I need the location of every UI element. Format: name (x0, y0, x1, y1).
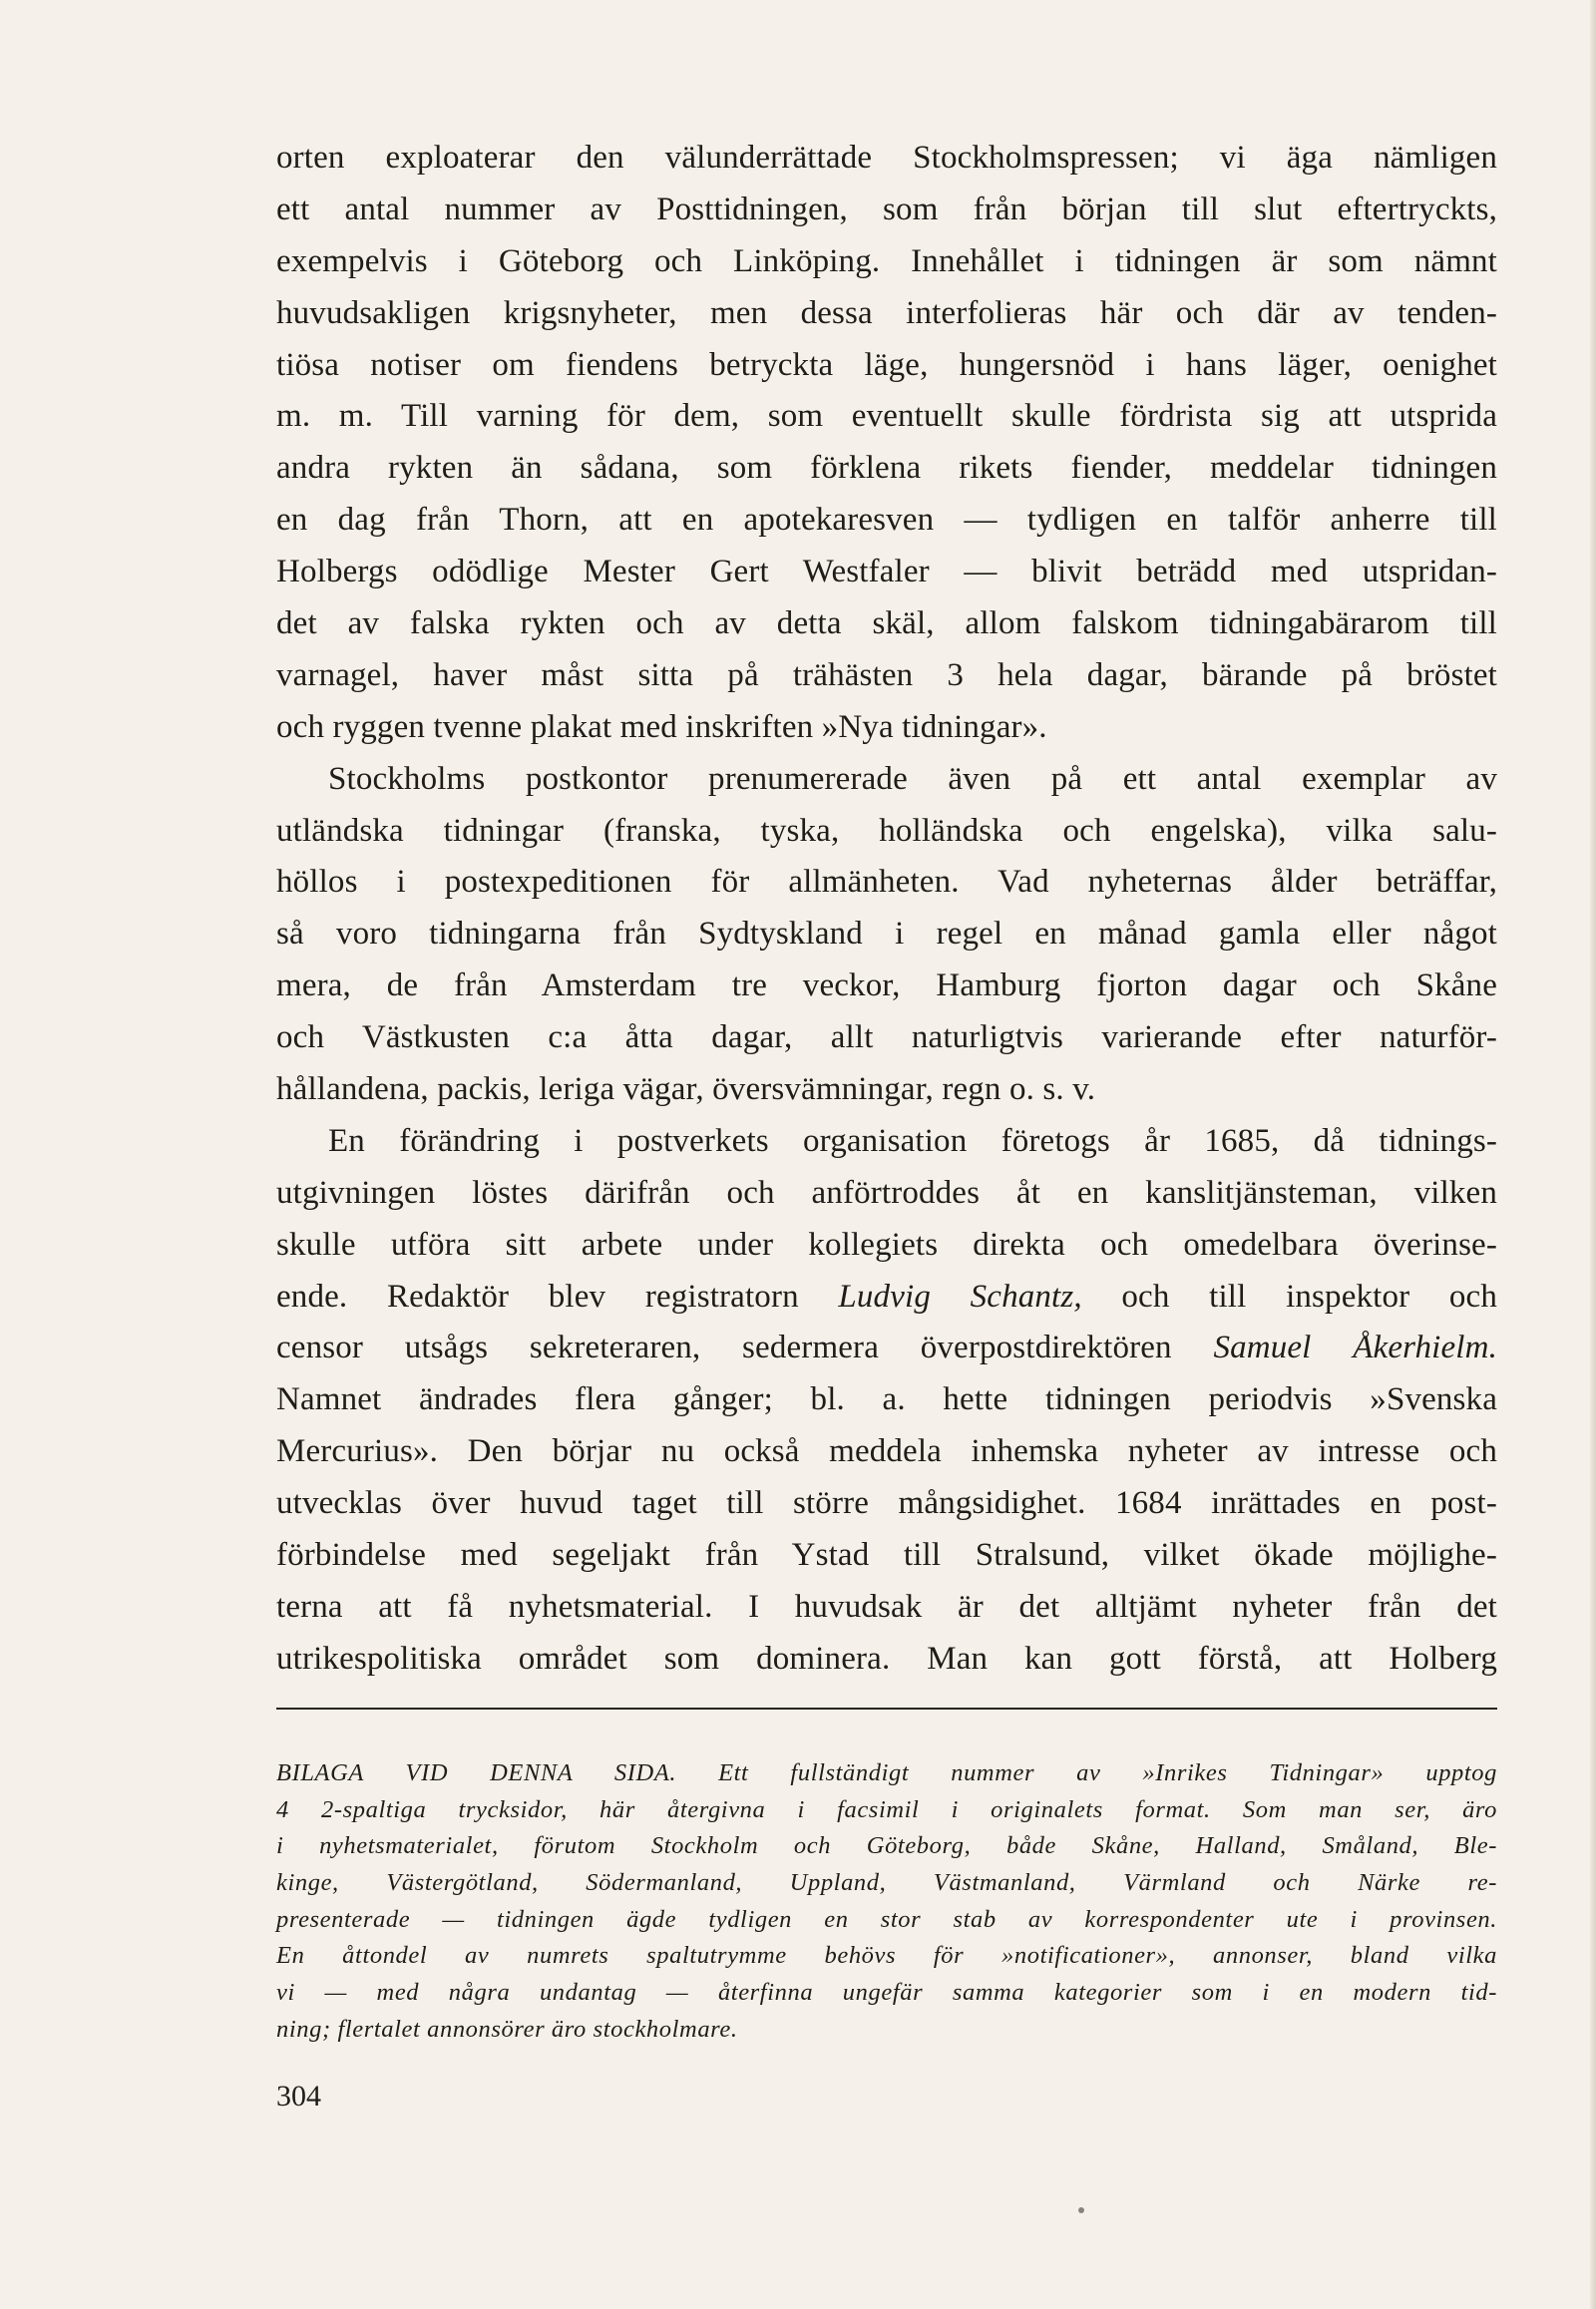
body-line: Holbergs odödlige Mester Gert Westfaler — blivit beträdd med utspridan- (276, 554, 1497, 590)
body-text (276, 133, 1497, 1686)
body-line: exempelvis i Göteborg och Linköping. Innehållet i tidningen är som nämnt (276, 242, 1497, 279)
paper-speck (1078, 2207, 1084, 2213)
body-line: hållandena, packis, leriga vägar, översvämningar, regn o. s. v. (276, 1071, 1096, 1108)
body-line: utländska tidningar (franska, tyska, holländska och engelska), vilka salu- (276, 812, 1497, 849)
body-line: mera, de från Amsterdam tre veckor, Hamburg fjorton dagar och Skåne (276, 967, 1497, 1004)
body-line: orten exploaterar den välunderrättade Stockholmspressen; vi äga nämligen (276, 140, 1497, 176)
body-line (276, 1272, 1497, 1324)
page-edge (1590, 0, 1596, 2309)
body-line-part: ende. Redaktör blev registratorn (276, 1278, 799, 1315)
body-line: m. m. Till varning för dem, som eventuellt skulle fördrista sig att utsprida (276, 398, 1497, 435)
body-line: huvudsakligen krigsnyheter, men dessa interfolieras här och där av tenden- (276, 294, 1497, 331)
body-line: och ryggen tvenne plakat med inskriften »Nya tidningar». (276, 708, 1047, 745)
body-line: utgivningen löstes därifrån och anförtroddes åt en kanslitjänsteman, vilken (276, 1174, 1497, 1211)
caption (276, 1755, 1497, 2049)
body-line: ett antal nummer av Posttidningen, som från början till slut eftertryckts, (276, 191, 1497, 227)
body-line: varnagel, haver måst sitta på trähästen 3 hela dagar, bärande på bröstet (276, 656, 1497, 693)
director-name: Samuel Åkerhielm. (1213, 1330, 1497, 1366)
caption-line: vi — med några undantag — återfinna ungefär samma kategorier som i en modern tid- (276, 1979, 1497, 2007)
body-line: Mercurius». Den börjar nu också meddela inhemska nyheter av intresse och (276, 1433, 1497, 1470)
body-line: Namnet ändrades flera gånger; bl. a. hette tidningen periodvis »Svenska (276, 1381, 1497, 1418)
body-line: En förändring i postverkets organisation företogs år 1685, då tidnings- (328, 1122, 1497, 1159)
body-line: höllos i postexpeditionen för allmänheten. Vad nyheternas ålder beträffar, (276, 864, 1497, 901)
body-line: förbindelse med segeljakt från Ystad till Stralsund, vilket ökade möjlighe- (276, 1537, 1497, 1574)
body-line (276, 1323, 1497, 1374)
caption-line: 4 2-spaltiga trycksidor, här återgivna i facsimil i originalets format. Som man ser, äro (276, 1795, 1497, 1823)
caption-line: BILAGA VID DENNA SIDA. Ett fullständigt nummer av »Inrikes Tidningar» upptog (276, 1759, 1497, 1786)
body-line: Stockholms postkontor prenumererade även på ett antal exemplar av (328, 760, 1497, 797)
page-number: 304 (276, 2080, 321, 2113)
body-line: utrikespolitiska området som dominera. Man kan gott förstå, att Holberg (276, 1640, 1497, 1677)
body-line-part: censor utsågs sekreteraren, sedermera överpostdirektören (276, 1330, 1172, 1366)
body-line: det av falska rykten och av detta skäl, allom falskom tidningabärarom till (276, 605, 1497, 642)
body-line: så voro tidningarna från Sydtyskland i regel en månad gamla eller något (276, 916, 1497, 953)
caption-line: En åttondel av numrets spaltutrymme behövs för »notificationer», annonser, bland vilka (276, 1942, 1497, 1970)
body-line: andra rykten än sådana, som förklena rikets fiender, meddelar tidningen (276, 450, 1497, 487)
body-line: tiösa notiser om fiendens betryckta läge, hungersnöd i hans läger, oenighet (276, 346, 1497, 383)
caption-line: presenterade — tidningen ägde tydligen en stor stab av korrespondenter ute i provinsen. (276, 1905, 1497, 1933)
footnote-divider (276, 1708, 1497, 1710)
caption-line: i nyhetsmaterialet, förutom Stockholm och Göteborg, både Skåne, Halland, Småland, Ble- (276, 1832, 1497, 1860)
caption-line: kinge, Västergötland, Södermanland, Uppland, Västmanland, Värmland och Närke re- (276, 1869, 1497, 1897)
body-line: skulle utföra sitt arbete under kollegiets direkta och omedelbara överinse- (276, 1226, 1497, 1263)
body-line: terna att få nyhetsmaterial. I huvudsak är det alltjämt nyheter från det (276, 1588, 1497, 1625)
body-line: en dag från Thorn, att en apotekaresven — tydligen en talför anherre till (276, 502, 1497, 539)
body-line: och Västkusten c:a åtta dagar, allt naturligtvis varierande efter naturför- (276, 1019, 1497, 1056)
caption-line: ning; flertalet annonsörer äro stockholmare. (276, 2015, 738, 2043)
editor-name: Ludvig Schantz, (838, 1278, 1082, 1315)
body-line: utvecklas över huvud taget till större mångsidighet. 1684 inrättades en post- (276, 1485, 1497, 1522)
body-line-part: och till inspektor och (1121, 1278, 1497, 1315)
